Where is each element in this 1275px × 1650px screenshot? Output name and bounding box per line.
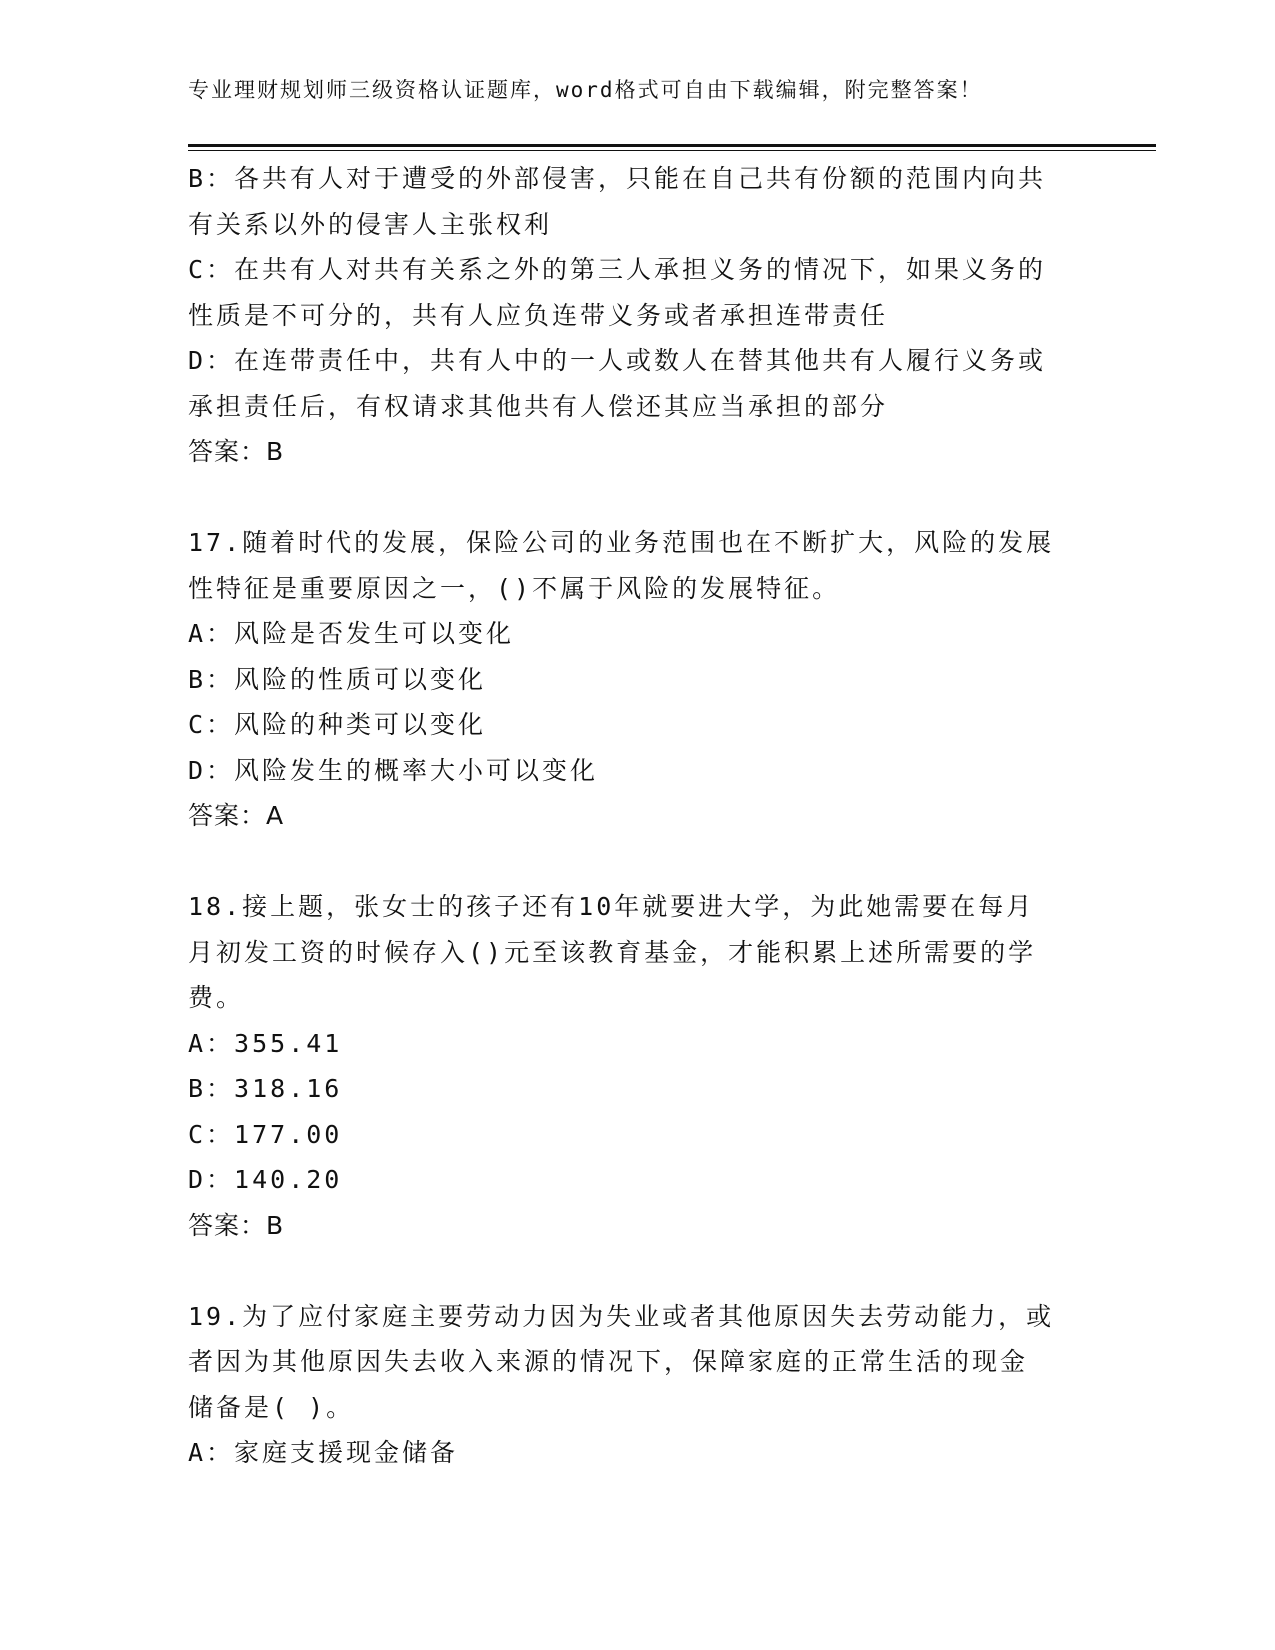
question-stem-line: 者因为其他原因失去收入来源的情况下，保障家庭的正常生活的现金 xyxy=(188,1347,1029,1376)
option-b-line-2: 有关系以外的侵害人主张权利 xyxy=(188,209,553,239)
option-d: D：风险发生的概率大小可以变化 xyxy=(188,755,599,785)
question-stem-line: 月初发工资的时候存入()元至该教育基金，才能积累上述所需要的学 xyxy=(188,937,1037,967)
option-b: B：318.16 xyxy=(188,1074,343,1103)
option-d-line-1: D：在连带责任中，共有人中的一人或数人在替其他共有人履行义务或 xyxy=(188,346,1047,375)
question-stem-line: 储备是( )。 xyxy=(188,1392,355,1422)
answer-line: 答案：B xyxy=(188,1210,285,1240)
option-d-line-2: 承担责任后，有权请求其他共有人偿还其应当承担的部分 xyxy=(188,391,889,421)
option-a: A：家庭支援现金储备 xyxy=(188,1438,459,1467)
option-d: D：140.20 xyxy=(188,1165,343,1194)
prev-question xyxy=(188,156,1088,475)
spacer xyxy=(188,839,1088,885)
option-a: A：风险是否发生可以变化 xyxy=(188,619,515,648)
question-19 xyxy=(188,1294,1088,1476)
question-stem-line: 性特征是重要原因之一，()不属于风险的发展特征。 xyxy=(188,573,841,603)
spacer xyxy=(188,475,1088,521)
header-divider-thin xyxy=(188,150,1156,151)
question-18 xyxy=(188,884,1088,1248)
option-a: A：355.41 xyxy=(188,1028,343,1058)
question-17 xyxy=(188,520,1088,839)
question-stem-line: 费。 xyxy=(188,983,245,1012)
option-c: C：风险的种类可以变化 xyxy=(188,710,487,739)
answer-line: 答案：A xyxy=(188,801,285,830)
option-b: B：风险的性质可以变化 xyxy=(188,664,487,694)
option-b-line-1: B：各共有人对于遭受的外部侵害，只能在自己共有份额的范围内向共 xyxy=(188,164,1047,193)
option-c-line-2: 性质是不可分的，共有人应负连带义务或者承担连带责任 xyxy=(188,300,889,330)
option-c: C：177.00 xyxy=(188,1119,343,1149)
question-stem-line: 17.随着时代的发展，保险公司的业务范围也在不断扩大，风险的发展 xyxy=(188,528,1055,557)
question-stem-line: 19.为了应付家庭主要劳动力因为失业或者其他原因失去劳动能力，或 xyxy=(188,1301,1055,1331)
answer-line: 答案：B xyxy=(188,437,285,466)
page-header: 专业理财规划师三级资格认证题库，word格式可自由下载编辑，附完整答案！ xyxy=(188,78,983,102)
option-c-line-1: C：在共有人对共有关系之外的第三人承担义务的情况下，如果义务的 xyxy=(188,255,1047,284)
spacer xyxy=(188,1248,1088,1294)
document-body xyxy=(188,156,1088,1476)
question-stem-line: 18.接上题，张女士的孩子还有10年就要进大学，为此她需要在每月 xyxy=(188,892,1035,921)
header-divider-thick xyxy=(188,144,1156,147)
